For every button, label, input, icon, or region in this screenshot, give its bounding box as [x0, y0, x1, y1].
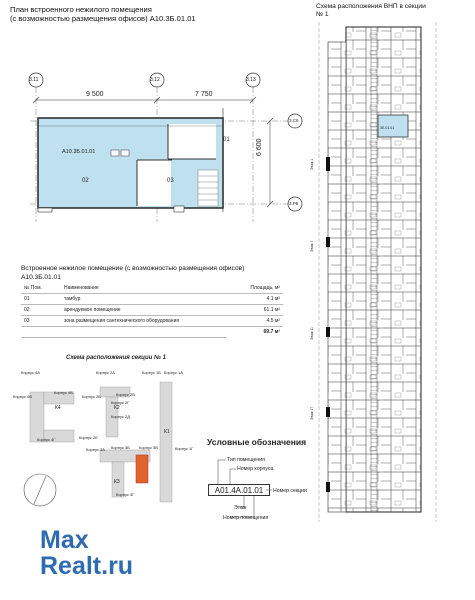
legend-code: А01.4А.01.01: [208, 484, 270, 496]
table-row: [21, 294, 283, 305]
label-4v: Корпус 4В: [13, 394, 32, 399]
label-2d: Корпус 2Д: [111, 414, 130, 419]
axis-label-3-12: 3.12: [150, 77, 160, 83]
section-highlight: [136, 455, 148, 483]
vnp-floor-label-2: Этаж 7: [310, 240, 314, 252]
legend-room-number: Номер помещения: [223, 515, 269, 521]
axis-label-3-11: 3.11: [29, 77, 39, 83]
label-3v: Корпус 3В: [139, 445, 158, 450]
dim-6600: 6 600: [256, 138, 263, 156]
block-k3: К3: [114, 479, 120, 485]
table-total-row: [21, 327, 283, 338]
cell-number: 01: [21, 294, 61, 305]
label-4b: Корпус 4Б: [54, 390, 73, 395]
block-k2: К2: [114, 405, 120, 411]
legend-building: Номер корпуса: [237, 466, 274, 472]
col-number: № Пом.: [21, 283, 61, 294]
cell-number: 02: [21, 305, 61, 316]
col-area: Площадь, м²: [227, 283, 283, 294]
legend-section: Номер секции: [273, 488, 307, 494]
room-01-label: 01: [223, 137, 230, 143]
vnp-floor-label-1: Этаж 1: [310, 158, 314, 170]
label-2b: Корпус 2Б: [82, 394, 101, 399]
cell-area: 4.1 м²: [227, 294, 283, 305]
spec-title-line2: А10.3Б.01.01: [21, 274, 61, 281]
block-k1: К1: [164, 429, 170, 435]
room-03-label: 03: [167, 178, 174, 184]
vnp-floor-plan: [316, 22, 441, 522]
cell-name: зона размещения сантехнического оборудования: [61, 316, 227, 327]
unit-id-label: А10.3Б.01.01: [62, 149, 96, 155]
col-name: Наименование: [61, 283, 227, 294]
label-3a: Корпус 3А: [86, 447, 105, 452]
plan-title-line2: (с возможностью размещения офисов) А10.3Б.01.01: [10, 14, 196, 23]
label-4g: Корпус 4Г: [37, 437, 56, 442]
axis-label-3-13: 3.13: [246, 77, 256, 83]
vnp-unit-label: ЗБ.01.01: [380, 126, 395, 130]
vnp-floor-label-3: Этаж 11: [310, 327, 314, 340]
total-area: 69.7 м²: [263, 329, 280, 336]
label-1b: Корпус 1Б: [142, 370, 161, 375]
room-02-label: 02: [82, 178, 89, 184]
plan-title-line1: План встроенного нежилого помещения: [10, 5, 152, 14]
cell-name: арендуемое помещение: [61, 305, 227, 316]
cell-number: 03: [21, 316, 61, 327]
legend-type: Тип помещения: [227, 457, 265, 463]
cell-name: тамбур: [61, 294, 227, 305]
label-3g: Корпус 3Г: [116, 492, 135, 497]
watermark-line2: Realt.ru: [40, 552, 134, 580]
rooms-table: [21, 283, 283, 338]
label-2v: Корпус 2В: [116, 392, 135, 397]
label-1a: Корпус 1А: [164, 370, 183, 375]
label-2g: Корпус 2Г: [111, 400, 130, 405]
vnp-title-line1: Схема расположения ВНП в секции: [316, 3, 426, 10]
spec-title-line1: Встроенное нежилое помещение (с возможностью размещения офисов): [21, 265, 245, 272]
watermark-line1: Max: [40, 526, 89, 554]
label-2e: Корпус 2Е: [79, 435, 98, 440]
cell-area: 4.5 м²: [227, 316, 283, 327]
block-k4: К4: [55, 405, 61, 411]
dim-7750: 7 750: [195, 91, 213, 98]
label-2a: Корпус 2А: [96, 370, 115, 375]
dim-9500: 9 500: [86, 91, 104, 98]
legend-title: Условные обозначения: [207, 437, 307, 447]
vnp-floor-label-4: Этаж 17: [310, 406, 314, 420]
table-row: [21, 316, 283, 327]
cell-area: 61.1 м²: [227, 305, 283, 316]
label-3b: Корпус 3Б: [111, 445, 130, 450]
vnp-title-line2: № 1: [316, 11, 329, 18]
legend-floor: Этаж: [234, 505, 247, 511]
label-1g: Корпус 1Г: [175, 446, 194, 451]
axis-label-3-p6: 3.Р6: [289, 201, 299, 206]
axis-label-3-c6: 3.С6: [289, 118, 299, 123]
site-scheme: [0, 362, 200, 522]
label-4a: Корпус 4А: [21, 370, 40, 375]
scheme-title: Схема расположения секции № 1: [66, 355, 166, 361]
table-header: [21, 283, 283, 294]
table-row: [21, 305, 283, 316]
